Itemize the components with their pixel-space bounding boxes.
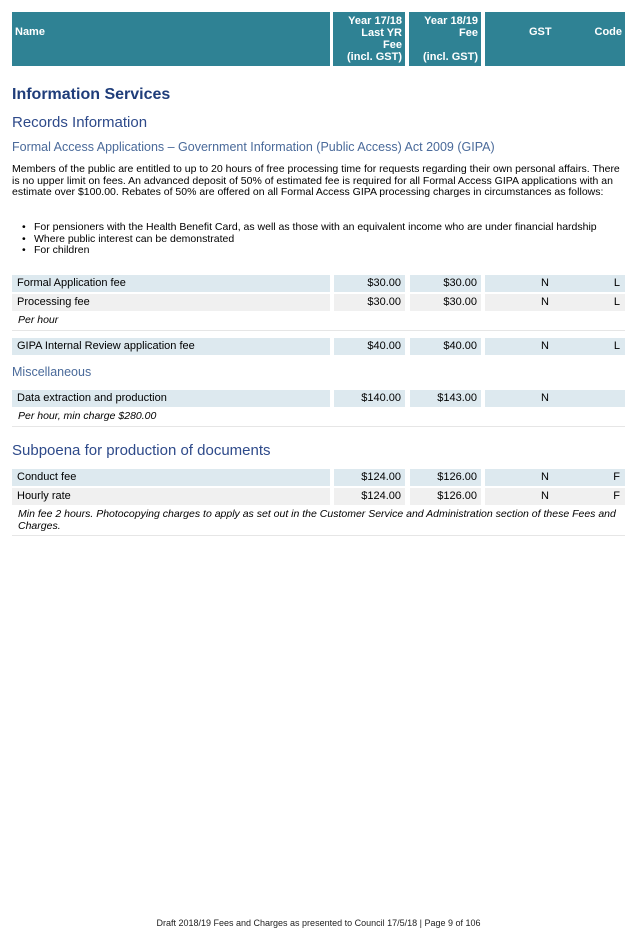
row-name: Conduct fee [12,469,330,486]
row-name: GIPA Internal Review application fee [12,338,330,355]
row-gst: N [541,471,549,483]
table-row [12,488,625,505]
header-year1-line2: Last YR [361,27,402,39]
row-fee-1718: $30.00 [334,275,405,292]
row-gst-code [485,390,625,407]
row-note: Per hour [12,312,625,331]
row-note: Per hour, min charge $280.00 [12,408,625,427]
header-year2-line4: (incl. GST) [423,51,478,63]
row-fee-1718: $40.00 [334,338,405,355]
row-fee-1718: $30.00 [334,294,405,311]
row-gst-code [485,488,625,505]
table-row [12,294,625,311]
misc-title: Miscellaneous [12,365,92,379]
gipa-paragraph: Members of the public are entitled to up to 20 hours of free processing time for requests regarding their own personal affairs. There is no upper limit on fees. An advanced deposit of 50% of estimated fee is required for all Formal Access GIPA applications with an estimate over $100.00. Rebates of 50% are offered on all Formal Access GIPA processing charges in circumstances as follows: [12,163,620,198]
row-name: Processing fee [12,294,330,311]
header-year-18-19 [409,12,481,66]
row-fee-1819: $126.00 [410,488,481,505]
section-title: Information Services [12,86,171,103]
bullet-text: For pensioners with the Health Benefit Card, as well as those with an equivalent income who are under financial hardship [34,221,597,233]
row-gst: N [541,277,549,289]
header-year2-line1: Year 18/19 [424,15,478,27]
row-fee-1819: $40.00 [410,338,481,355]
table-row [12,390,625,407]
row-gst-code [485,294,625,311]
header-year1-line1: Year 17/18 [348,15,402,27]
header-name: Name [12,12,330,66]
row-gst: N [541,340,549,352]
header-year2-spacer [409,39,478,51]
row-gst: N [541,392,549,404]
list-item: • For children [22,244,90,256]
row-name: Data extraction and production [12,390,330,407]
row-gst-code [485,275,625,292]
list-item: • For pensioners with the Health Benefit Card, as well as those with an equivalent income who are under financial hardship [22,221,597,233]
row-fee-1718: $124.00 [334,469,405,486]
row-name: Formal Application fee [12,275,330,292]
row-code: L [613,296,620,308]
row-fee-1819: $30.00 [410,294,481,311]
table-row [12,338,625,355]
header-gst: GST [529,26,552,38]
row-code: F [613,490,620,502]
list-item: • Where public interest can be demonstrated [22,232,235,245]
row-gst-code [485,469,625,486]
row-fee-1819: $126.00 [410,469,481,486]
bullet-text: Where public interest can be demonstrated [34,232,235,245]
gipa-title: Formal Access Applications – Government Information (Public Access) Act 2009 (GIPA) [12,140,495,154]
page-footer: Draft 2018/19 Fees and Charges as presented to Council 17/5/18 | Page 9 of 106 [156,918,481,928]
row-gst-code [485,338,625,355]
row-name: Hourly rate [12,488,330,505]
gipa-bullet-list [20,222,620,257]
table-header [12,12,625,66]
subsection-title: Records Information [12,114,148,131]
header-year1-line4: (incl. GST) [347,51,402,63]
header-year2-line2: Fee [459,27,478,39]
header-year-17-18 [333,12,405,66]
header-year1-line3: Fee [383,39,402,51]
row-code: L [613,277,620,289]
row-note: Min fee 2 hours. Photocopying charges to apply as set out in the Customer Service and Administration section of these Fees and Charges. [12,506,625,536]
bullet-text: For children [34,244,90,256]
table-row [12,469,625,486]
row-fee-1819: $143.00 [410,390,481,407]
row-gst: N [541,296,549,308]
row-fee-1819: $30.00 [410,275,481,292]
header-gst-code [485,12,625,66]
row-fee-1718: $140.00 [334,390,405,407]
header-code: Code [594,26,622,38]
row-code: F [613,471,620,483]
table-row [12,275,625,292]
row-gst: N [541,490,549,502]
row-code: L [613,340,620,352]
row-fee-1718: $124.00 [334,488,405,505]
subpoena-title: Subpoena for production of documents [12,442,271,459]
